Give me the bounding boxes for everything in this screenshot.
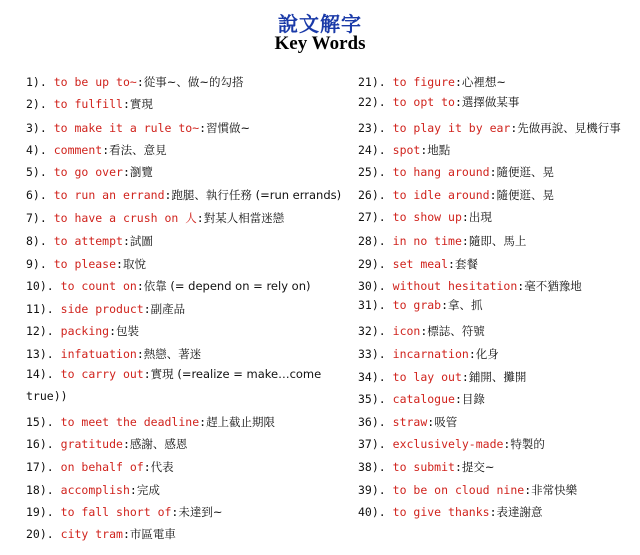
entry-term: catalogue xyxy=(392,392,455,406)
entry-separator: : xyxy=(489,188,497,202)
entry-number: 28). xyxy=(358,234,386,248)
keyword-entry xyxy=(358,298,483,312)
entry-definition: 未達到~ xyxy=(178,505,223,519)
entry-separator: : xyxy=(517,279,525,293)
keyword-entry xyxy=(26,347,201,361)
entry-separator: : xyxy=(122,165,130,179)
entry-term: to run an errand xyxy=(53,188,165,202)
entry-term: to idle around xyxy=(392,188,490,202)
keyword-entry xyxy=(26,505,223,519)
entry-separator: : xyxy=(454,392,462,406)
entry-number: 32). xyxy=(358,324,386,338)
entry-definition: 拿、抓 xyxy=(448,298,483,312)
entry-separator: : xyxy=(454,95,462,109)
entry-definition: 取悅 xyxy=(122,257,146,271)
entry-separator: : xyxy=(441,298,449,312)
entry-number: 4). xyxy=(26,143,47,157)
entry-separator: : xyxy=(461,234,469,248)
entry-number: 22). xyxy=(358,95,386,109)
entry-number: 21). xyxy=(358,75,386,89)
entry-term: to give thanks xyxy=(392,505,490,519)
entry-definition: 非常快樂 xyxy=(531,483,578,497)
entry-separator: : xyxy=(122,97,130,111)
entry-separator: : xyxy=(448,257,455,271)
entry-number: 39). xyxy=(358,483,386,497)
keyword-entry xyxy=(358,460,495,474)
entry-definition: 對某人相當迷戀 xyxy=(203,211,285,225)
entry-number: 17). xyxy=(26,460,54,474)
entry-separator: : xyxy=(143,302,151,316)
keyword-entry xyxy=(358,392,485,406)
entry-term: packing xyxy=(60,324,110,338)
entry-definition: 市區電車 xyxy=(129,527,176,541)
keyword-entry xyxy=(358,188,554,202)
entry-number: 14). xyxy=(26,367,54,381)
entry-term: to please xyxy=(53,257,117,271)
entry-term: comment xyxy=(53,143,103,157)
entry-number: 9). xyxy=(26,257,47,271)
entry-term: to fall short of xyxy=(60,505,172,519)
entry-14-continuation: true)) xyxy=(26,389,68,403)
entry-term: to submit xyxy=(392,460,455,474)
entry-separator: : xyxy=(122,527,130,541)
entry-separator: : xyxy=(122,437,130,451)
entry-definition: 隨即、馬上 xyxy=(468,234,527,248)
entry-number: 20). xyxy=(26,527,54,541)
entry-term: icon xyxy=(392,324,421,338)
entry-term: to play it by ear xyxy=(392,121,511,135)
entry-separator: : xyxy=(102,143,110,157)
keyword-entry xyxy=(26,257,146,271)
keyword-entry xyxy=(358,415,457,429)
entry-number: 10). xyxy=(26,279,54,293)
entry-separator: : xyxy=(454,460,462,474)
keyword-entry xyxy=(26,367,321,381)
entry-definition: 表達謝意 xyxy=(496,505,543,519)
entry-separator: : xyxy=(461,370,469,384)
entry-definition: 套餐 xyxy=(454,257,478,271)
entry-definition: 隨便逛、晃 xyxy=(496,165,555,179)
keyword-entry xyxy=(358,324,485,338)
entry-definition: 副產品 xyxy=(150,302,186,316)
entry-number: 31). xyxy=(358,298,386,312)
entry-separator: : xyxy=(171,505,179,519)
entry-number: 5). xyxy=(26,165,47,179)
entry-separator: : xyxy=(454,75,462,89)
entry-number: 36). xyxy=(358,415,386,429)
entry-term: to show up xyxy=(392,210,462,224)
entry-definition: 感謝、感恩 xyxy=(129,437,188,451)
entry-number: 29). xyxy=(358,257,386,271)
entry-definition: 從事~、做~的勾搭 xyxy=(143,75,244,89)
keyword-entry xyxy=(26,279,310,293)
entry-separator: : xyxy=(116,257,123,271)
entry-term: to go over xyxy=(53,165,123,179)
entry-separator: : xyxy=(136,279,144,293)
entry-definition: 特製的 xyxy=(510,437,545,451)
title-chinese: 說文解字 xyxy=(278,12,362,36)
entry-term: infatuation xyxy=(60,347,137,361)
entry-number: 11). xyxy=(26,302,54,316)
entry-definition: 實現 (=realize = make…come xyxy=(150,367,322,381)
entry-number: 37). xyxy=(358,437,386,451)
keyword-entry xyxy=(358,121,621,135)
entry-term: straw xyxy=(392,415,428,429)
keyword-entry xyxy=(26,302,185,316)
entry-definition: 出現 xyxy=(468,210,492,224)
keyword-entry xyxy=(26,324,139,338)
keyword-entry xyxy=(358,75,506,89)
entry-definition: 試圖 xyxy=(129,234,153,248)
entry-number: 38). xyxy=(358,460,386,474)
entry-term: city tram xyxy=(60,527,123,541)
entry-term: without hesitation xyxy=(392,279,518,293)
keyword-entry xyxy=(358,95,519,109)
entry-separator: : xyxy=(489,505,497,519)
keyword-entry xyxy=(26,234,153,248)
entry-term: to lay out xyxy=(392,370,462,384)
keyword-entry xyxy=(26,165,153,179)
entry-term: gratitude xyxy=(60,437,123,451)
entry-number: 27). xyxy=(358,210,386,224)
entry-definition: 實現 xyxy=(129,97,153,111)
entry-definition: 毫不猶豫地 xyxy=(524,279,582,293)
entry-term: to grab xyxy=(392,298,442,312)
entry-definition: 目錄 xyxy=(461,392,485,406)
entry-definition: 瀏覽 xyxy=(129,165,153,179)
entry-term: spot xyxy=(392,143,421,157)
title-english: Key Words xyxy=(274,33,366,54)
entry-separator: : xyxy=(427,415,435,429)
keyword-entry xyxy=(358,143,450,157)
keyword-entry xyxy=(26,121,250,135)
entry-number: 34). xyxy=(358,370,386,384)
keyword-entry xyxy=(358,505,543,519)
entry-separator: : xyxy=(136,347,144,361)
keyword-entry xyxy=(26,143,167,157)
entry-definition: 標誌、符號 xyxy=(427,324,485,338)
entry-number: 13). xyxy=(26,347,54,361)
entry-term: exclusively-made xyxy=(392,437,504,451)
entry-definition: 先做再說、見機行事 xyxy=(517,121,621,135)
keyword-entry xyxy=(358,483,577,497)
entry-number: 25). xyxy=(358,165,386,179)
entry-definition: 依靠 (= depend on = rely on) xyxy=(143,279,311,293)
entry-term: to attempt xyxy=(53,234,123,248)
entry-term: to meet the deadline xyxy=(60,415,200,429)
keyword-entry xyxy=(26,211,284,225)
entry-term: to be on cloud nine xyxy=(392,483,525,497)
entry-separator: : xyxy=(122,234,130,248)
entry-definition: 跑腿、執行任務 (=run errands) xyxy=(171,188,342,202)
entry-separator: : xyxy=(143,367,151,381)
entry-number: 40). xyxy=(358,505,386,519)
keyword-entry xyxy=(358,370,526,384)
entry-separator: : xyxy=(420,143,428,157)
entry-separator: : xyxy=(196,211,204,225)
entry-separator: : xyxy=(510,121,518,135)
entry-definition: 化身 xyxy=(475,347,499,361)
entry-definition: 完成 xyxy=(136,483,160,497)
entry-separator: : xyxy=(489,165,497,179)
entry-number: 1). xyxy=(26,75,47,89)
entry-term: to have a crush on 人 xyxy=(53,211,197,225)
keyword-entry xyxy=(26,437,187,451)
entry-definition: 包裝 xyxy=(116,324,140,338)
entry-number: 35). xyxy=(358,392,386,406)
keyword-entry xyxy=(26,527,176,541)
entry-term: set meal xyxy=(392,257,449,271)
keyword-entry xyxy=(26,188,341,202)
entry-definition: 選擇做某事 xyxy=(461,95,520,109)
entry-definition: 趕上截止期限 xyxy=(206,415,276,429)
entry-number: 15). xyxy=(26,415,54,429)
entry-term: incarnation xyxy=(392,347,469,361)
entry-term: side product xyxy=(60,302,144,316)
entry-number: 19). xyxy=(26,505,54,519)
entry-number: 8). xyxy=(26,234,47,248)
entry-separator: : xyxy=(143,460,151,474)
keyword-entry xyxy=(358,347,499,361)
entry-definition: 看法、意見 xyxy=(109,143,167,157)
entry-term: to figure xyxy=(392,75,455,89)
entry-number: 3). xyxy=(26,121,47,135)
entry-number: 16). xyxy=(26,437,54,451)
keyword-entry xyxy=(358,210,492,224)
entry-definition: 代表 xyxy=(150,460,174,474)
entry-number: 23). xyxy=(358,121,386,135)
entry-number: 24). xyxy=(358,143,386,157)
entry-term: to be up to~ xyxy=(53,75,137,89)
entry-separator: : xyxy=(468,347,476,361)
entry-definition: 鋪開、攤開 xyxy=(468,370,527,384)
entry-definition: 吸管 xyxy=(434,415,458,429)
entry-definition: 心裡想~ xyxy=(461,75,507,89)
entry-separator: : xyxy=(164,188,172,202)
entry-definition: 習慣做~ xyxy=(206,121,251,135)
entry-term: to carry out xyxy=(60,367,144,381)
entry-definition: 熱戀、著迷 xyxy=(143,347,202,361)
entry-separator: : xyxy=(136,75,144,89)
keyword-entry xyxy=(358,437,545,451)
keyword-entry xyxy=(26,483,160,497)
entry-term: to make it a rule to~ xyxy=(53,121,200,135)
entry-term: on behalf of xyxy=(60,460,144,474)
entry-separator: : xyxy=(461,210,469,224)
entry-number: 30). xyxy=(358,279,386,293)
entry-separator: : xyxy=(524,483,532,497)
entry-definition: 隨便逛、晃 xyxy=(496,188,555,202)
entry-term: to hang around xyxy=(392,165,490,179)
entry-term: to fulfill xyxy=(53,97,123,111)
entry-number: 18). xyxy=(26,483,54,497)
entry-separator: : xyxy=(199,415,207,429)
entry-definition: 提交~ xyxy=(461,460,495,474)
entry-separator: : xyxy=(129,483,137,497)
entry-number: 7). xyxy=(26,211,47,225)
entry-definition: 地點 xyxy=(427,143,451,157)
keyword-entry xyxy=(358,279,582,293)
entry-number: 6). xyxy=(26,188,47,202)
keyword-entry xyxy=(358,257,478,271)
keyword-entry xyxy=(26,415,275,429)
entry-number: 33). xyxy=(358,347,386,361)
entry-term: in no time xyxy=(392,234,462,248)
entry-term: accomplish xyxy=(60,483,130,497)
entry-term: to count on xyxy=(60,279,137,293)
entry-separator: : xyxy=(199,121,207,135)
entry-separator: : xyxy=(503,437,511,451)
keyword-entry xyxy=(26,97,153,111)
entry-separator: : xyxy=(109,324,117,338)
keyword-entry xyxy=(358,234,526,248)
entry-number: 12). xyxy=(26,324,54,338)
keyword-entry xyxy=(26,75,244,89)
keyword-entry xyxy=(26,460,174,474)
entry-number: 2). xyxy=(26,97,47,111)
entry-number: 26). xyxy=(358,188,386,202)
keyword-entry xyxy=(358,165,554,179)
entry-term: to opt to xyxy=(392,95,455,109)
entry-separator: : xyxy=(420,324,428,338)
